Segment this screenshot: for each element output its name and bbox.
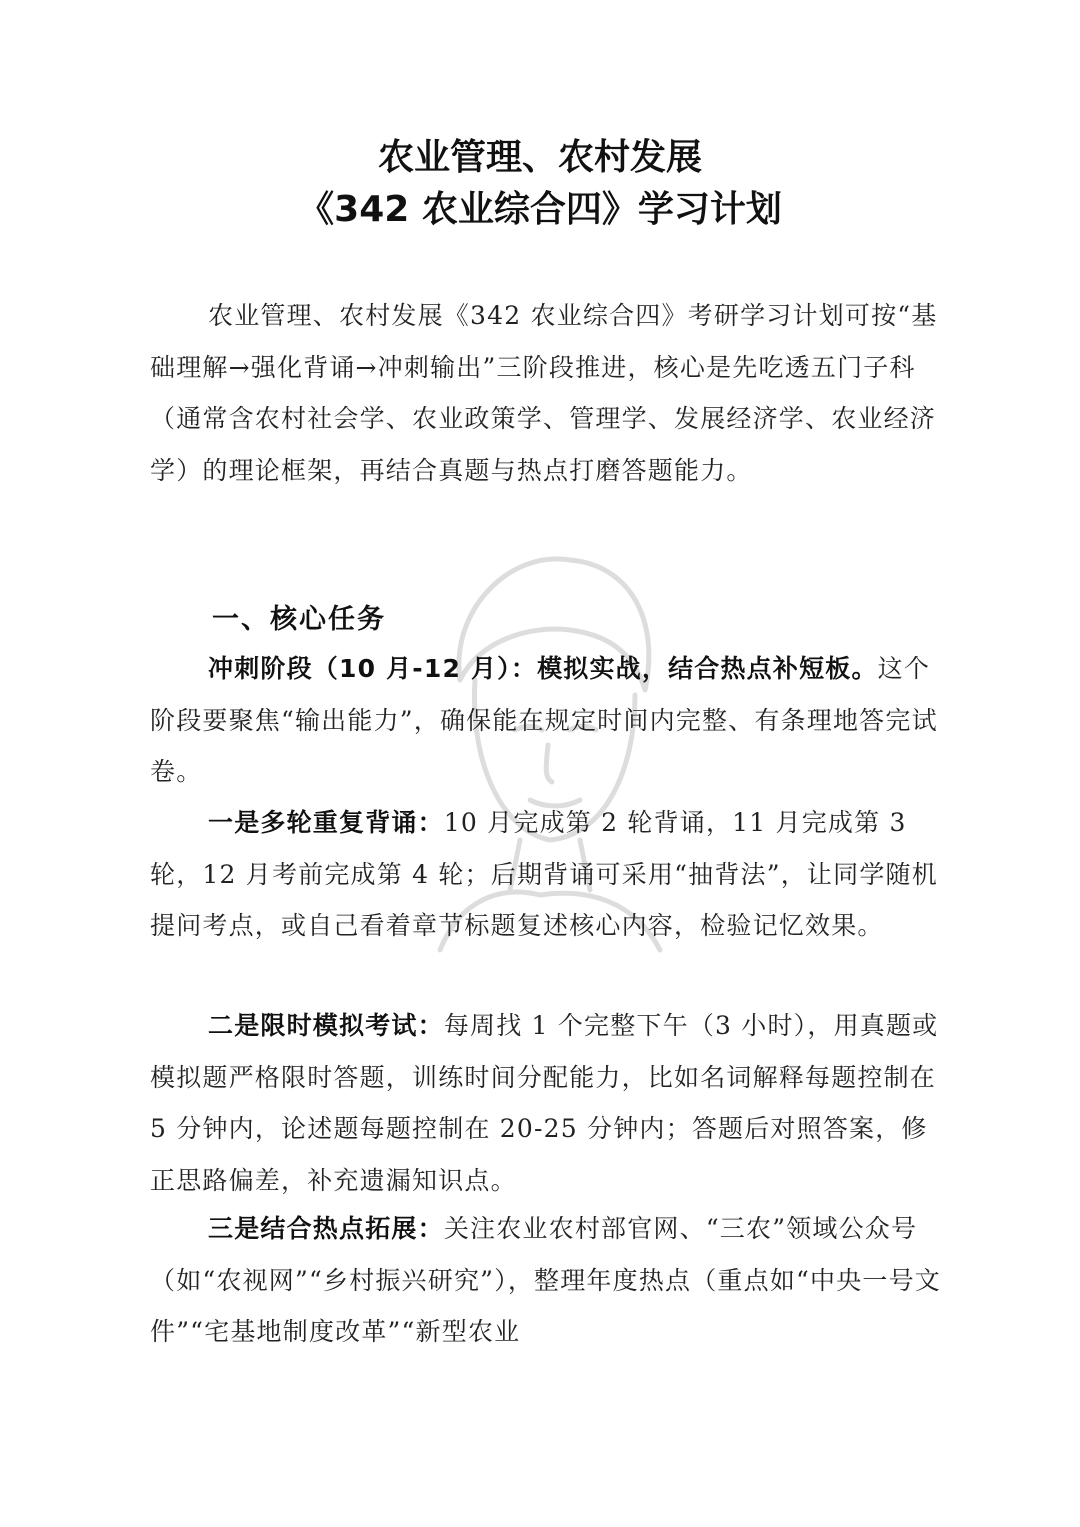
intro-paragraph: 农业管理、农村发展《342 农业综合四》考研学习计划可按“基础理解→强化背诵→冲刺输出”三阶段推进，核心是先吃透五门子科（通常含农村社会学、农业政策学、管理学、发展经济学、农业经济学）的理论框架，再结合真题与热点打磨答题能力。 <box>150 301 938 485</box>
item-lead-3: 三是结合热点拓展： <box>208 1214 444 1243</box>
item-paragraph-1 <box>150 797 950 952</box>
stage-lead: 冲刺阶段（10 月-12 月）：模拟实战，结合热点补短板。 <box>208 654 878 683</box>
section-heading: 一、核心任务 <box>212 604 386 635</box>
item-text-3: 关注农业农村部官网、“三农”领域公众号（如“农视网”“乡村振兴研究”），整理年度热点（重点如“中央一号文件”“宅基地制度改革”“新型农业 <box>150 1214 942 1346</box>
item-paragraph-3 <box>150 1203 950 1358</box>
document-title-line1: 农业管理、农村发展 <box>377 137 702 178</box>
stage-text: 这个阶段要聚焦“输出能力”，确保能在规定时间内完整、有条理地答完试卷。 <box>150 654 938 786</box>
item-lead-2: 二是限时模拟考试： <box>208 1011 444 1040</box>
item-text-1: 10 月完成第 2 轮背诵，11 月完成第 3 轮，12 月考前完成第 4 轮；后期背诵可采用“抽背法”，让同学随机提问考点，或自己看着章节标题复述核心内容，检验记忆效果。 <box>150 808 938 940</box>
item-text-2: 每周找 1 个完整下午（3 小时），用真题或模拟题严格限时答题，训练时间分配能力，比如名词解释每题控制在 5 分钟内，论述题每题控制在 20-25 分钟内；答题后对照答案，修正思路偏差，补充遗漏知识点。 <box>150 1011 939 1195</box>
stage-paragraph <box>150 643 950 798</box>
item-lead-1: 一是多轮重复背诵： <box>208 808 444 837</box>
document-title-line2: 《342 农业综合四》学习计划 <box>298 189 782 230</box>
item-paragraph-2 <box>150 1000 950 1206</box>
